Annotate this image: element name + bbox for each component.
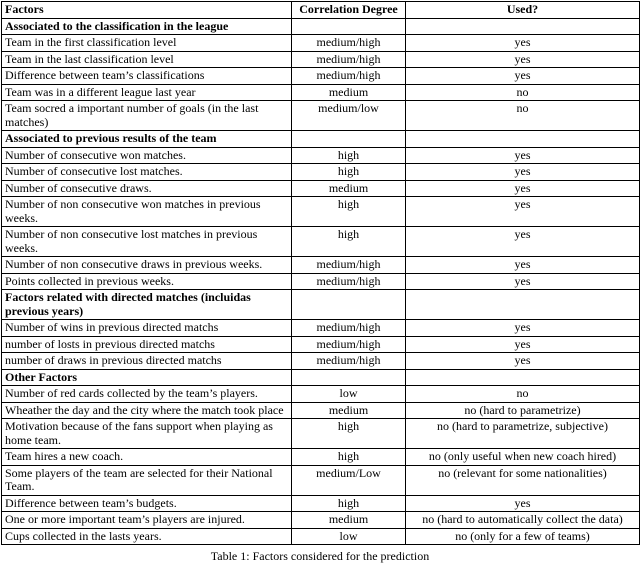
table-row xyxy=(2,386,640,403)
used-cell: no xyxy=(406,386,640,403)
factor-cell: Team socred a important number of goals (in the last matches) xyxy=(2,101,292,131)
used-cell: yes xyxy=(406,353,640,370)
factor-cell: Number of non consecutive draws in previous weeks. xyxy=(2,257,292,274)
section-row xyxy=(2,290,640,320)
used-cell: yes xyxy=(406,51,640,68)
factor-cell: Motivation because of the fans support when playing as home team. xyxy=(2,419,292,449)
factor-cell: Number of consecutive draws. xyxy=(2,180,292,197)
correlation-cell: medium/high xyxy=(292,257,406,274)
used-cell xyxy=(406,18,640,35)
factor-cell: Difference between team’s budgets. xyxy=(2,495,292,512)
table-row xyxy=(2,353,640,370)
table-row xyxy=(2,512,640,529)
correlation-cell: medium/high xyxy=(292,51,406,68)
table-row xyxy=(2,257,640,274)
used-cell xyxy=(406,290,640,320)
used-cell: yes xyxy=(406,164,640,181)
factor-cell: Number of non consecutive won matches in previous weeks. xyxy=(2,197,292,227)
section-row xyxy=(2,131,640,148)
factor-cell: Number of consecutive lost matches. xyxy=(2,164,292,181)
correlation-cell: medium/low xyxy=(292,101,406,131)
section-row xyxy=(2,369,640,386)
correlation-cell: medium xyxy=(292,180,406,197)
used-cell xyxy=(406,131,640,148)
column-header-used: Used? xyxy=(406,2,640,19)
used-cell: no (hard to parametrize) xyxy=(406,402,640,419)
factor-cell: Other Factors xyxy=(2,369,292,386)
factor-cell: Team was in a different league last year xyxy=(2,84,292,101)
factor-cell: Wheather the day and the city where the match took place xyxy=(2,402,292,419)
table-row xyxy=(2,465,640,495)
table-row xyxy=(2,35,640,52)
correlation-cell: high xyxy=(292,164,406,181)
correlation-cell: medium/high xyxy=(292,336,406,353)
factor-cell: Team hires a new coach. xyxy=(2,449,292,466)
used-cell: yes xyxy=(406,227,640,257)
correlation-cell: low xyxy=(292,528,406,545)
used-cell: no (only for a few of teams) xyxy=(406,528,640,545)
factor-cell: Cups collected in the lasts years. xyxy=(2,528,292,545)
correlation-cell: low xyxy=(292,386,406,403)
factor-cell: Team in the first classification level xyxy=(2,35,292,52)
factor-cell: Number of consecutive won matches. xyxy=(2,147,292,164)
correlation-cell: high xyxy=(292,419,406,449)
used-cell: no (relevant for some nationalities) xyxy=(406,465,640,495)
factor-cell: number of losts in previous directed matchs xyxy=(2,336,292,353)
used-cell: yes xyxy=(406,273,640,290)
factor-cell: One or more important team’s players are injured. xyxy=(2,512,292,529)
table-row xyxy=(2,528,640,545)
table-row xyxy=(2,197,640,227)
correlation-cell: high xyxy=(292,449,406,466)
used-cell: yes xyxy=(406,35,640,52)
correlation-cell: medium/high xyxy=(292,68,406,85)
column-header-factors: Factors xyxy=(2,2,292,19)
factor-cell: Team in the last classification level xyxy=(2,51,292,68)
section-row xyxy=(2,18,640,35)
correlation-cell: high xyxy=(292,227,406,257)
correlation-cell xyxy=(292,369,406,386)
factor-cell: Number of wins in previous directed matchs xyxy=(2,320,292,337)
table-row xyxy=(2,101,640,131)
correlation-cell xyxy=(292,18,406,35)
used-cell xyxy=(406,369,640,386)
correlation-cell xyxy=(292,290,406,320)
table-row xyxy=(2,402,640,419)
table-row xyxy=(2,320,640,337)
factor-cell: Factors related with directed matches (incluidas previous years) xyxy=(2,290,292,320)
used-cell: yes xyxy=(406,495,640,512)
column-header-correlation-degree: Correlation Degree xyxy=(292,2,406,19)
correlation-cell: high xyxy=(292,495,406,512)
used-cell: no (hard to parametrize, subjective) xyxy=(406,419,640,449)
factor-cell: Number of non consecutive lost matches in previous weeks. xyxy=(2,227,292,257)
used-cell: no (hard to automatically collect the data) xyxy=(406,512,640,529)
table-row xyxy=(2,449,640,466)
table-body xyxy=(2,18,640,545)
table-row xyxy=(2,227,640,257)
factor-cell: Difference between team’s classifications xyxy=(2,68,292,85)
correlation-cell: medium xyxy=(292,402,406,419)
correlation-cell: medium/Low xyxy=(292,465,406,495)
correlation-cell: medium/high xyxy=(292,353,406,370)
used-cell: no xyxy=(406,101,640,131)
used-cell: yes xyxy=(406,257,640,274)
factor-cell: Points collected in previous weeks. xyxy=(2,273,292,290)
table-row xyxy=(2,336,640,353)
table-row xyxy=(2,419,640,449)
used-cell: yes xyxy=(406,68,640,85)
used-cell: yes xyxy=(406,180,640,197)
factors-table xyxy=(1,1,640,545)
table-row xyxy=(2,147,640,164)
table-row xyxy=(2,180,640,197)
table-row xyxy=(2,51,640,68)
used-cell: no (only useful when new coach hired) xyxy=(406,449,640,466)
factor-cell: Associated to the classification in the league xyxy=(2,18,292,35)
correlation-cell: medium/high xyxy=(292,320,406,337)
used-cell: yes xyxy=(406,336,640,353)
used-cell: yes xyxy=(406,197,640,227)
table-row xyxy=(2,273,640,290)
correlation-cell: medium xyxy=(292,84,406,101)
factor-cell: Some players of the team are selected for their National Team. xyxy=(2,465,292,495)
header-row xyxy=(2,2,640,19)
correlation-cell xyxy=(292,131,406,148)
correlation-cell: high xyxy=(292,197,406,227)
factor-cell: number of draws in previous directed matchs xyxy=(2,353,292,370)
correlation-cell: medium xyxy=(292,512,406,529)
factor-cell: Associated to previous results of the team xyxy=(2,131,292,148)
factor-cell: Number of red cards collected by the team’s players. xyxy=(2,386,292,403)
table-row xyxy=(2,68,640,85)
used-cell: yes xyxy=(406,320,640,337)
table-row xyxy=(2,164,640,181)
table-row xyxy=(2,84,640,101)
used-cell: yes xyxy=(406,147,640,164)
table-caption: Table 1: Factors considered for the prediction xyxy=(210,549,430,563)
correlation-cell: medium/high xyxy=(292,35,406,52)
correlation-cell: medium/high xyxy=(292,273,406,290)
correlation-cell: high xyxy=(292,147,406,164)
used-cell: no xyxy=(406,84,640,101)
table-row xyxy=(2,495,640,512)
